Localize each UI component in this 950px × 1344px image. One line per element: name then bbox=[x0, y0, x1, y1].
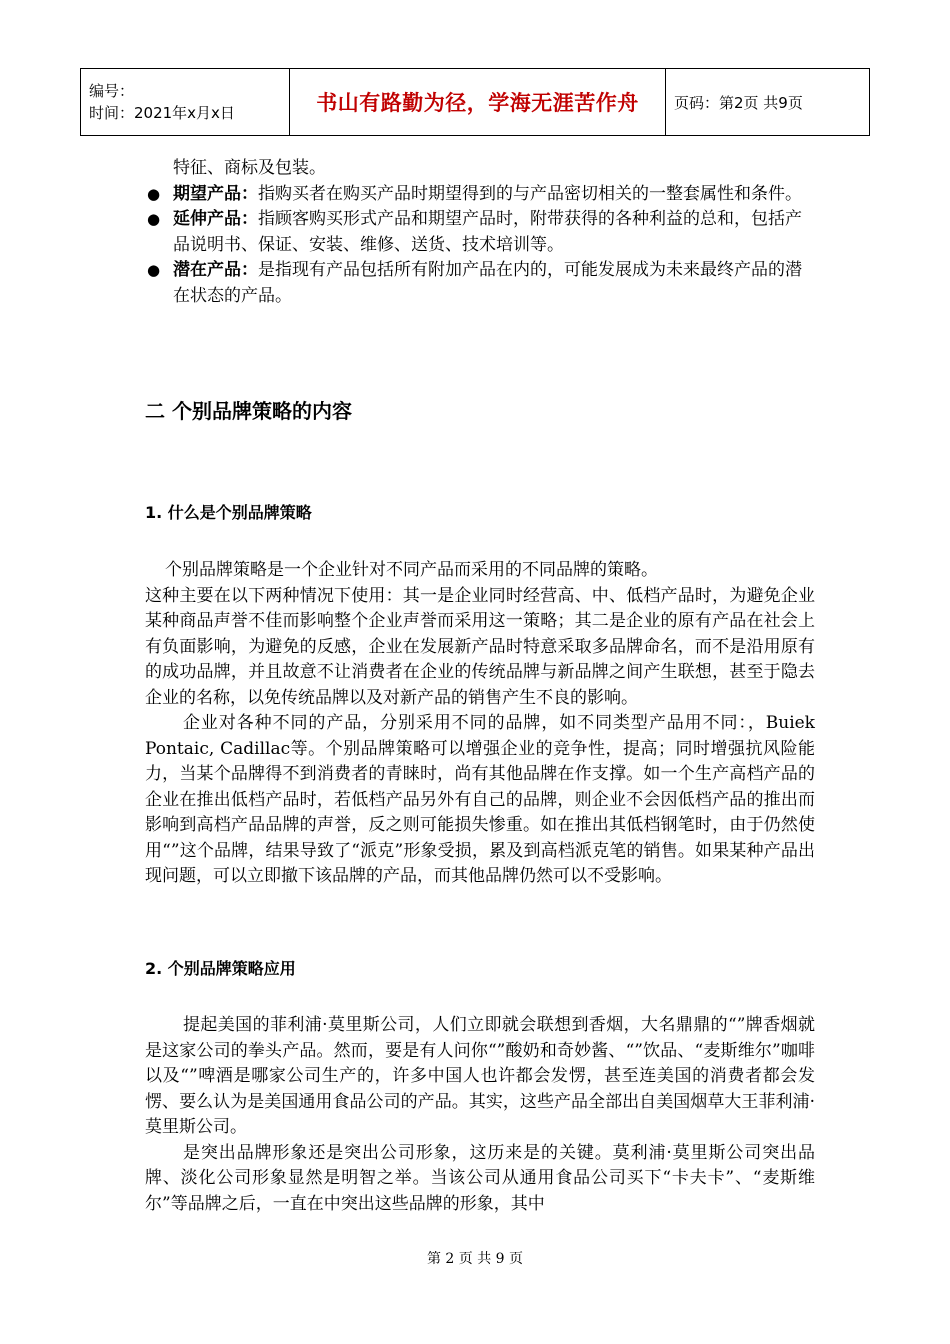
bullet-icon: ● bbox=[147, 184, 161, 203]
bullet-list bbox=[145, 182, 815, 310]
list-item bbox=[145, 207, 815, 258]
list-item bbox=[145, 258, 815, 309]
bullet-icon: ● bbox=[147, 261, 161, 279]
paragraph: 个别品牌策略是一个企业针对不同产品而采用的不同品牌的策略。 bbox=[165, 560, 658, 580]
page-label: 页码：第2页 共9页 bbox=[666, 69, 870, 136]
bullet-text: 指购买者在购买产品时期望得到的与产品密切相关的一整套属性和条件。 bbox=[258, 183, 802, 204]
bullet-term: 潜在产品： bbox=[173, 260, 258, 280]
subsection-title-1: 1. 什么是个别品牌策略 bbox=[145, 503, 312, 522]
bullet-term: 期望产品： bbox=[173, 183, 258, 204]
subsection-2-body bbox=[145, 1013, 815, 1217]
header-left-cell bbox=[81, 69, 290, 136]
paragraph: 企业对各种不同的产品，分别采用不同的品牌，如不同类型产品用不同：，Buiek Pontaic, Cadillac等。个别品牌策略可以增强企业的竞争性，提高；同时增强抗风险能力，当某个品牌得不到消费者的青睐时，尚有其他品牌在作支撑。如一个生产高档产品的企业在推出低档产品时，若低档产品另外有自己的品牌，则企业不会因低档产品的推出而影响到高档产品品牌的声誉，反之则可能损失惨重。如在推出其低档钢笔时，由于仍然使用“”这个品牌，结果导致了“派克”形象受损，累及到高档派克笔的销售。如果某种产品出现问题，可以立即撤下该品牌的产品，而其他品牌仍然可以不受影响。 bbox=[145, 713, 815, 886]
bullet-icon: ● bbox=[147, 210, 161, 228]
paragraph: 这种主要在以下两种情况下使用：其一是企业同时经营高、中、低档产品时，为避免企业某种商品声誉不佳而影响整个企业声誉而采用这一策略；其二是企业的原有产品在社会上有负面影响，为避免的反感，企业在发展新产品时特意采取多品牌命名，而不是沿用原有的成功品牌，并且故意不让消费者在企业的传统品牌与新品牌之间产生联想，甚至于隐去企业的名称，以免传统品牌以及对新产品的销售产生不良的影响。 bbox=[145, 585, 815, 708]
subsection-1-body bbox=[145, 558, 815, 890]
time-label: 时间：2021年x月x日 bbox=[89, 104, 235, 122]
continuation-line: 特征、商标及包装。 bbox=[173, 158, 326, 178]
bullet-text: 是指现有产品包括所有附加产品在内的，可能发展成为未来最终产品的潜在状态的产品。 bbox=[173, 260, 802, 306]
bullet-term: 延伸产品： bbox=[173, 209, 258, 229]
paragraph: 提起美国的菲利浦·莫里斯公司，人们立即就会联想到香烟，大名鼎鼎的“”牌香烟就是这家公司的拳头产品。然而，要是有人问你“”酸奶和奇妙酱、“”饮品、“麦斯维尔”咖啡以及“”啤酒是哪家公司生产的，许多中国人也许都会发愣，甚至连美国的消费者都会发愣、要么认为是美国通用食品公司的产品。其实，这些产品全部出自美国烟草大王菲利浦·莫里斯公司。 bbox=[145, 1015, 815, 1137]
paragraph: 是突出品牌形象还是突出公司形象，这历来是的关键。莫利浦·莫里斯公司突出品牌、淡化公司形象显然是明智之举。当该公司从通用食品公司买下“卡夫卡”、“麦斯维尔”等品牌之后，一直在中突出这些品牌的形象，其中 bbox=[145, 1142, 815, 1214]
top-content bbox=[145, 156, 815, 309]
number-label: 编号： bbox=[89, 82, 135, 100]
header-table bbox=[80, 68, 870, 136]
header-motto: 书山有路勤为径，学海无涯苦作舟 bbox=[290, 69, 666, 136]
list-item bbox=[145, 182, 815, 208]
bullet-text: 指顾客购买形式产品和期望产品时，附带获得的各种利益的总和，包括产品说明书、保证、安装、维修、送货、技术培训等。 bbox=[173, 209, 802, 255]
page-footer: 第 2 页 共 9 页 bbox=[426, 1251, 524, 1267]
subsection-title-2: 2. 个别品牌策略应用 bbox=[145, 959, 296, 978]
section-title: 二 个别品牌策略的内容 bbox=[145, 399, 352, 423]
